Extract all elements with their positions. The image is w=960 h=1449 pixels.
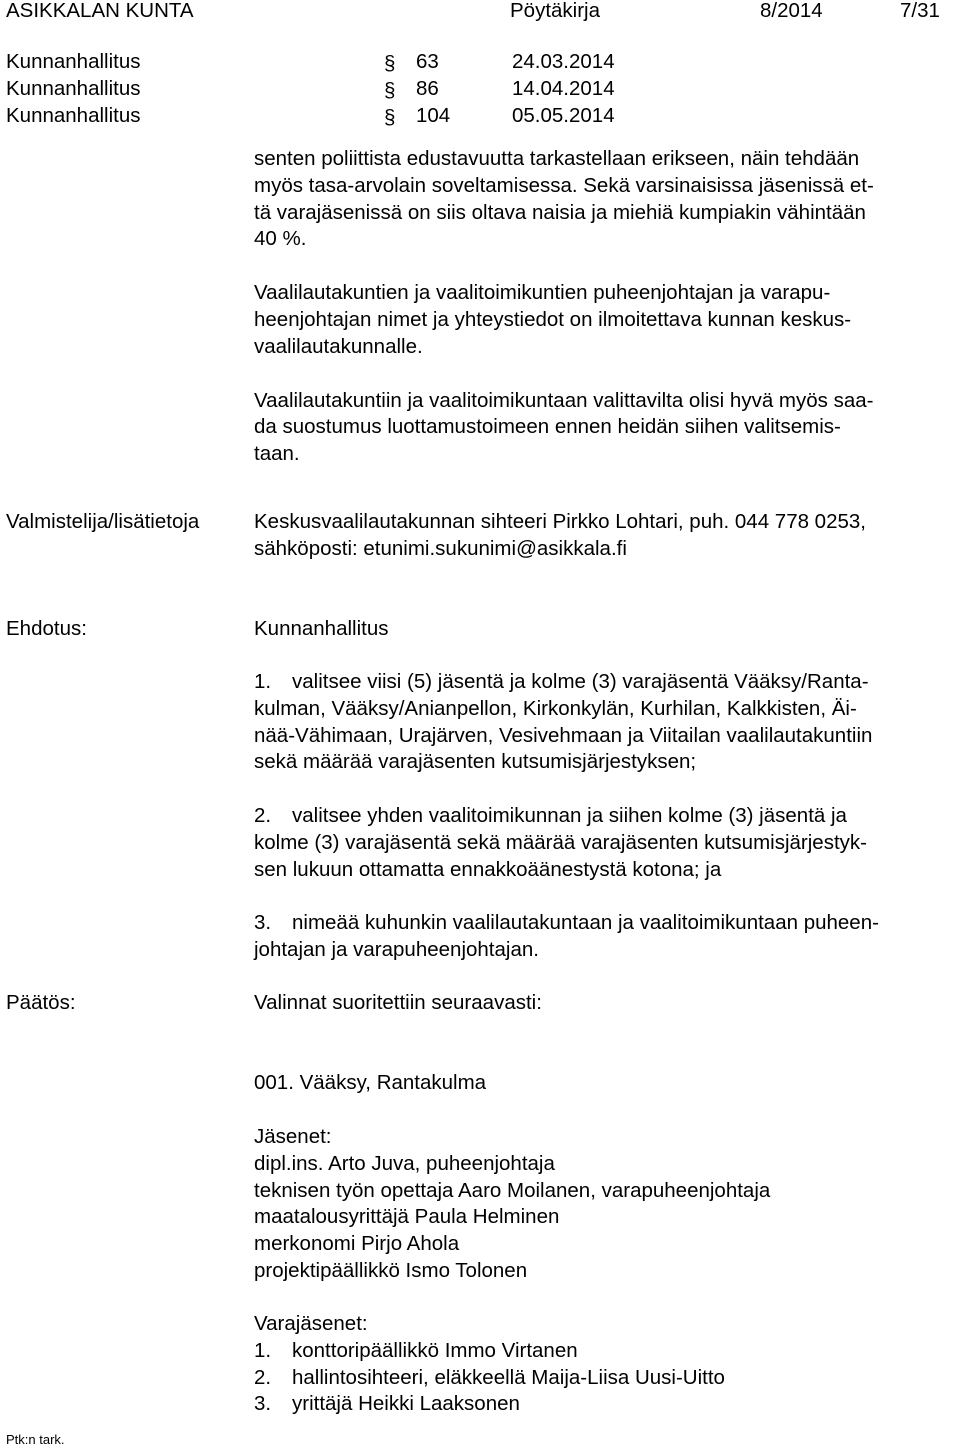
text-line: kulman, Vääksy/Anianpellon, Kirkonkylän, Kurhilan, Kalkkisten, Äi- bbox=[254, 696, 857, 720]
proposal-item bbox=[254, 669, 954, 776]
intro-paragraph bbox=[254, 146, 954, 253]
proposal-subject: Kunnanhallitus bbox=[254, 617, 389, 640]
item-number: 2. bbox=[254, 1365, 272, 1389]
section-number: 104 bbox=[416, 104, 451, 127]
session-date: 14.04.2014 bbox=[512, 77, 615, 100]
text-line: sähköposti: etunimi.sukunimi@asikkala.fi bbox=[254, 536, 627, 560]
section-number: 86 bbox=[416, 77, 439, 100]
session-date: 24.03.2014 bbox=[512, 50, 615, 73]
item-number: 1. bbox=[254, 1338, 272, 1362]
text-line: senten poliittista edustavuutta tarkastellaan erikseen, näin tehdään bbox=[254, 147, 860, 170]
minutes-check-mark: Ptk:n tark. bbox=[6, 1432, 65, 1447]
text-line: sekä määrää varajäsenten kutsumisjärjestyksen; bbox=[254, 750, 697, 774]
member-item: dipl.ins. Arto Juva, puheenjohtaja bbox=[254, 1151, 555, 1175]
text-line bbox=[254, 910, 954, 937]
district-title bbox=[254, 1070, 954, 1097]
section-sign: § bbox=[384, 79, 396, 102]
text-line: johtajan ja varapuheenjohtajan. bbox=[254, 937, 539, 961]
item-text: yrittäjä Heikki Laaksonen bbox=[292, 1392, 520, 1416]
item-number: 1. bbox=[254, 670, 272, 693]
deputies-list bbox=[254, 1311, 954, 1418]
session-body: Kunnanhallitus bbox=[6, 50, 141, 73]
session-body: Kunnanhallitus bbox=[6, 104, 141, 127]
proposal-body bbox=[254, 616, 954, 643]
intro-paragraph bbox=[254, 280, 954, 360]
deputies-heading: Varajäsenet: bbox=[254, 1312, 368, 1335]
text-line: myös tasa-arvolain soveltamisessa. Sekä varsinaisissa jäsenissä et- bbox=[254, 173, 874, 197]
text-line: Vaalilautakuntiin ja vaalitoimikuntaan valittavilta olisi hyvä myös saa- bbox=[254, 388, 874, 412]
text-line bbox=[254, 803, 954, 830]
item-number: 3. bbox=[254, 1392, 272, 1416]
intro-paragraph bbox=[254, 388, 954, 468]
members-list bbox=[254, 1124, 954, 1285]
section-sign: § bbox=[384, 52, 396, 75]
text-line: Keskusvaalilautakunnan sihteeri Pirkko Lohtari, puh. 044 778 0253, bbox=[254, 510, 866, 533]
item-text: hallintosihteeri, eläkkeellä Maija-Liisa Uusi-Uitto bbox=[292, 1365, 725, 1389]
section-number: 63 bbox=[416, 50, 439, 73]
text-line: sen lukuun ottamatta ennakkoäänestystä kotona; ja bbox=[254, 857, 722, 881]
proposal-item bbox=[254, 910, 954, 964]
text-line: tä varajäsenissä on siis oltava naisia ja miehiä kumpiakin vähintään bbox=[254, 200, 866, 224]
member-item: teknisen työn opettaja Aaro Moilanen, varapuheenjohtaja bbox=[254, 1178, 771, 1202]
text-line: taan. bbox=[254, 442, 300, 466]
decision-text bbox=[254, 990, 954, 1017]
document-type: Pöytäkirja bbox=[510, 0, 601, 22]
deputy-item bbox=[254, 1338, 954, 1365]
session-body: Kunnanhallitus bbox=[6, 77, 141, 100]
members-heading: Jäsenet: bbox=[254, 1125, 332, 1148]
item-text: nimeää kuhunkin vaalilautakuntaan ja vaalitoimikuntaan puheen- bbox=[292, 911, 879, 934]
document-number: 8/2014 bbox=[760, 0, 823, 22]
proposal-label: Ehdotus: bbox=[6, 617, 87, 640]
item-text: konttoripäällikkö Immo Virtanen bbox=[292, 1338, 578, 1362]
session-date: 05.05.2014 bbox=[512, 104, 615, 127]
member-item: maatalousyrittäjä Paula Helminen bbox=[254, 1205, 560, 1229]
text-line: nää-Vähimaan, Urajärven, Vesivehmaan ja Viitailan vaalilautakuntiin bbox=[254, 723, 873, 747]
preparer-label: Valmistelija/lisätietoja bbox=[6, 510, 200, 533]
text-line: da suostumus luottamustoimeen ennen heidän siihen valitsemis- bbox=[254, 415, 841, 439]
session-row bbox=[6, 49, 706, 76]
text-line: vaalilautakunnalle. bbox=[254, 334, 423, 358]
session-row bbox=[6, 103, 706, 130]
text-line: kolme (3) varajäsentä sekä määrää varajäsenten kutsumisjärjestyk- bbox=[254, 830, 867, 854]
item-text: valitsee yhden vaalitoimikunnan ja siihen kolme (3) jäsentä ja bbox=[292, 804, 847, 827]
intro-text bbox=[254, 146, 954, 468]
decision-label: Päätös: bbox=[6, 991, 76, 1014]
text-line: 001. Vääksy, Rantakulma bbox=[254, 1071, 487, 1094]
text-line: 40 %. bbox=[254, 227, 307, 251]
text-line bbox=[254, 669, 954, 696]
item-number: 3. bbox=[254, 911, 272, 934]
text-line: Vaalilautakuntien ja vaalitoimikuntien puheenjohtajan ja varapu- bbox=[254, 281, 831, 305]
session-list bbox=[6, 49, 706, 130]
page-number: 7/31 bbox=[900, 0, 940, 22]
page-header bbox=[0, 0, 960, 28]
item-text: valitsee viisi (5) jäsentä ja kolme (3) varajäsentä Vääksy/Ranta- bbox=[292, 670, 869, 693]
session-row bbox=[6, 76, 706, 103]
municipality-name: ASIKKALAN KUNTA bbox=[6, 0, 194, 22]
deputy-item bbox=[254, 1391, 954, 1418]
member-item: merkonomi Pirjo Ahola bbox=[254, 1232, 460, 1256]
member-item: projektipäällikkö Ismo Tolonen bbox=[254, 1258, 528, 1282]
item-number: 2. bbox=[254, 804, 272, 827]
preparer-info bbox=[254, 509, 954, 563]
proposal-item bbox=[254, 803, 954, 883]
text-line: heenjohtajan nimet ja yhteystiedot on ilmoitettava kunnan keskus- bbox=[254, 307, 852, 331]
text-line: Valinnat suoritettiin seuraavasti: bbox=[254, 991, 542, 1014]
section-sign: § bbox=[384, 106, 396, 129]
deputy-item bbox=[254, 1365, 954, 1392]
